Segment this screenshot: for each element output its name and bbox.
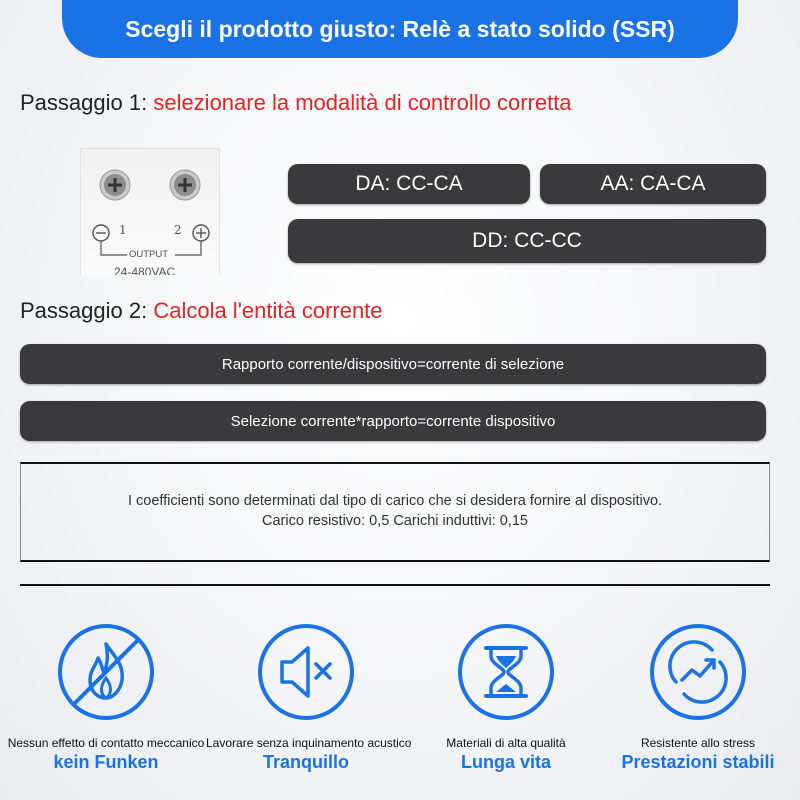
speaker-mute-icon [254,620,358,724]
step-1-heading [20,90,572,116]
section-divider [20,584,770,586]
mode-aa-label: AA: CA-CA [600,172,706,195]
title-banner [62,0,738,58]
note-line-1: I coefficienti sono determinati dal tipo di carico che si desidera fornire al dispositivo. [127,493,663,509]
feature-name: Lunga vita [460,752,551,772]
feature-desc: Nessun effetto di contatto meccanico [7,736,205,750]
note-line-2: Carico resistivo: 0,5 Carichi induttivi: 0,15 [262,513,528,529]
coefficient-note-box [20,462,770,562]
formula-2-text: Selezione corrente*rapporto=corrente dispositivo [230,412,556,430]
feature-name: kein Funken [53,752,159,772]
mode-dd-pill [288,219,766,263]
voltage-label: 24-480VAC [114,265,176,275]
step-1-prefix: Passaggio 1: [20,90,148,115]
mode-da-label: DA: CC-CA [355,172,463,195]
output-label: OUTPUT [129,249,169,260]
screw-icon [169,169,201,201]
feature-long-life [406,620,606,773]
feature-name: Prestazioni stabili [621,752,775,772]
trend-up-icon [646,620,750,724]
feature-no-sparks [6,620,206,773]
mode-dd-label: DD: CC-CC [472,229,582,252]
feature-desc: Materiali di alta qualità [446,736,566,750]
formula-1-bar [20,344,766,384]
screw-icon [99,169,131,201]
terminal-1-label: 1 [119,223,127,237]
terminal-2-label: 2 [174,223,182,237]
feature-stable [598,620,798,773]
feature-desc: Lavorare senza inquinamento acustico [206,736,412,750]
feature-name: Tranquillo [262,752,349,772]
no-fire-icon [54,620,158,724]
step-1-text: selezionare la modalità di controllo corretta [153,90,572,115]
banner-title: Scegli il prodotto giusto: Relè a stato solido (SSR) [125,15,675,42]
step-2-heading [20,298,383,324]
step-2-prefix: Passaggio 2: [20,298,148,323]
step-2-text: Calcola l'entità corrente [153,298,383,323]
hourglass-icon [454,620,558,724]
feature-desc: Resistente allo stress [640,736,756,750]
ssr-module-image [80,148,220,275]
feature-quiet [206,620,412,773]
mode-da-pill [288,164,530,204]
formula-2-bar [20,401,766,441]
formula-1-text: Rapporto corrente/dispositivo=corrente di selezione [221,355,565,373]
mode-aa-pill [540,164,766,204]
